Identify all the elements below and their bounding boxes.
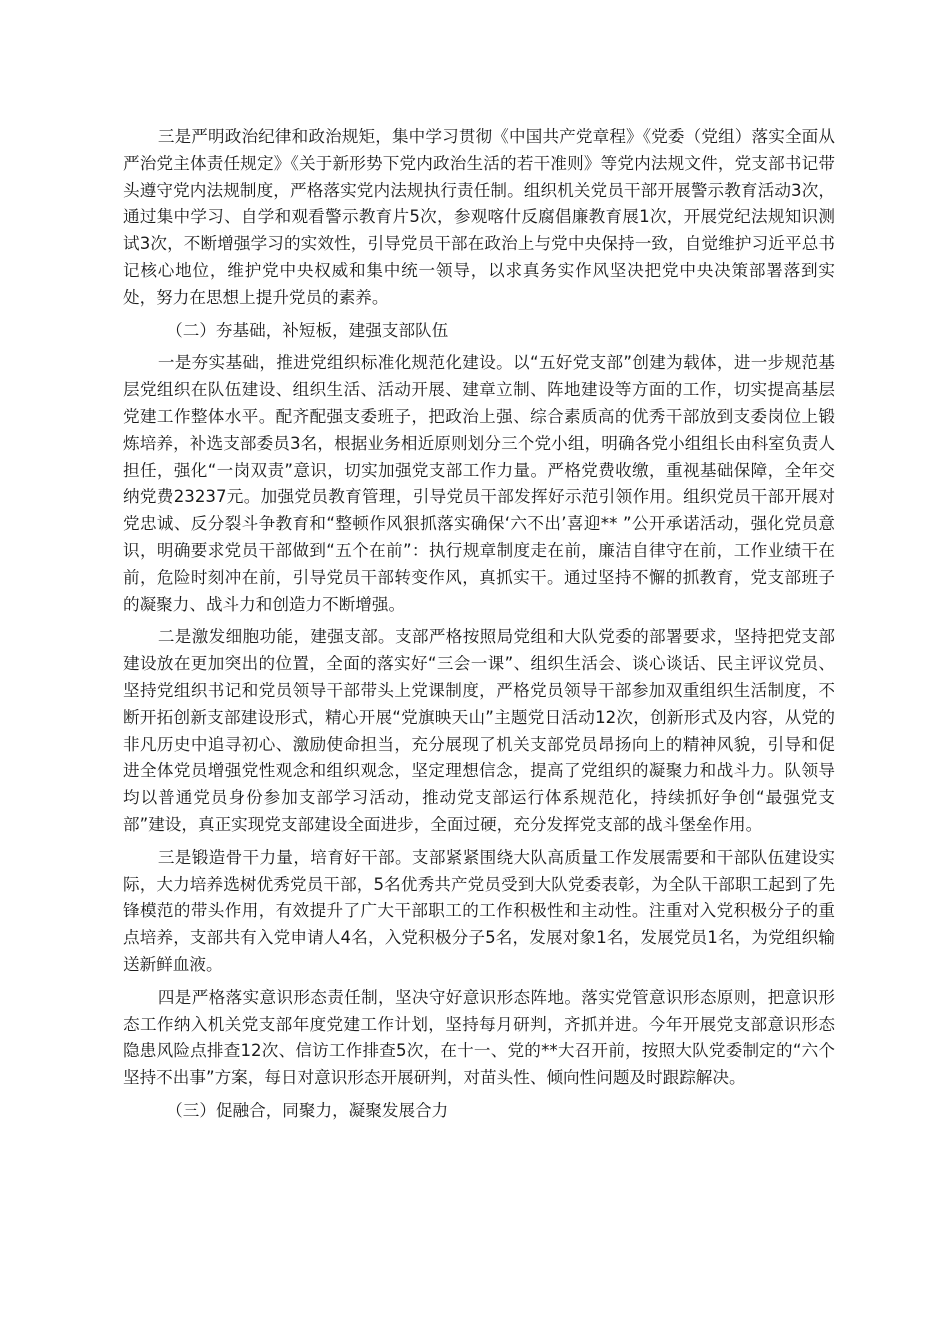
document-body xyxy=(123,124,835,1131)
section-heading-2: （二）夯基础，补短板，建强支部队伍 xyxy=(166,320,449,340)
section-heading-3: （三）促融合，同聚力，凝聚发展合力 xyxy=(166,1100,449,1120)
paragraph-foundation: 一是夯实基础，推进党组织标准化规范化建设。以“五好党支部”创建为载体，进一步规范基层党组织在队伍建设、组织生活、活动开展、建章立制、阵地建设等方面的工作，切实提高基层党建工作整体水平。配齐配强支委班子，把政治上强、综合素质高的优秀干部放到支委岗位上锻炼培养，补选支部委员3名，根据业务相近原则划分三个党小组，明确各党小组组长由科室负责人担任，强化“一岗双责”意识，切实加强党支部工作力量。严格党费收缴，重视基础保障，全年交纳党费23237元。加强党员教育管理，引导党员干部发挥好示范引领作用。组织党员干部开展对党忠诚、反分裂斗争教育和“整顿作风狠抓落实确保‘六不出’喜迎** ”公开承诺活动，强化党员意识，明确要求党员干部做到“五个在前”：执行规章制度走在前，廉洁自律守在前，工作业绩干在前，危险时刻冲在前，引导党员干部转变作风，真抓实干。通过坚持不懈的抓教育，党支部班子的凝聚力、战斗力和创造力不断增强。 xyxy=(123,353,835,614)
paragraph-discipline: 三是严明政治纪律和政治规矩，集中学习贯彻《中国共产党章程》《党委（党组）落实全面从严治党主体责任规定》《关于新形势下党内政治生活的若干准则》等党内法规文件，党支部书记带头遵守党内法规制度，严格落实党内法规执行责任制。组织机关党员干部开展警示教育活动3次，通过集中学习、自学和观看警示教育片5次，参观喀什反腐倡廉教育展1次，开展党纪法规知识测试3次，不断增强学习的实效性，引导党员干部在政治上与党中央保持一致，自觉维护习近平总书记核心地位，维护党中央权威和集中统一领导，以求真务实作风坚决把党中央决策部署落到实处，努力在思想上提升党员的素养。 xyxy=(123,127,835,307)
paragraph-ideology-responsibility: 四是严格落实意识形态责任制，坚决守好意识形态阵地。落实党管意识形态原则，把意识形态工作纳入机关党支部年度党建工作计划，坚持每月研判，齐抓并进。今年开展党支部意识形态隐患风险点排查12次、信访工作排查5次，在十一、党的**大召开前，按照大队党委制定的“六个坚持不出事”方案，每日对意识形态开展研判，对苗头性、倾向性问题及时跟踪解决。 xyxy=(123,987,835,1088)
paragraph-branch-function: 二是激发细胞功能，建强支部。支部严格按照局党组和大队党委的部署要求，坚持把党支部建设放在更加突出的位置，全面的落实好“三会一课”、组织生活会、谈心谈话、民主评议党员、坚持党组织书记和党员领导干部带头上党课制度，严格党员领导干部参加双重组织生活制度，不断开拓创新支部建设形式，精心开展“党旗映天山”主题党日活动12次，创新形式及内容，从党的非凡历史中追寻初心、激励使命担当，充分展现了机关支部党员昂扬向上的精神风貌，引导和促进全体党员增强党性观念和组织观念，坚定理想信念，提高了党组织的凝聚力和战斗力。队领导均以普通党员身份参加支部学习活动，推动党支部运行体系规范化，持续抓好争创“最强党支部”建设，真正实现党支部建设全面进步，全面过硬，充分发挥党支部的战斗堡垒作用。 xyxy=(123,627,835,834)
paragraph-backbone-strength: 三是锻造骨干力量，培育好干部。支部紧紧围绕大队高质量工作发展需要和干部队伍建设实际，大力培养选树优秀党员干部，5名优秀共产党员受到大队党委表彰，为全队干部职工起到了先锋模范的带头作用，有效提升了广大干部职工的工作积极性和主动性。注重对入党积极分子的重点培养，支部共有入党申请人4名，入党积极分子5名，发展对象1名，发展党员1名，为党组织输送新鲜血液。 xyxy=(123,847,835,974)
